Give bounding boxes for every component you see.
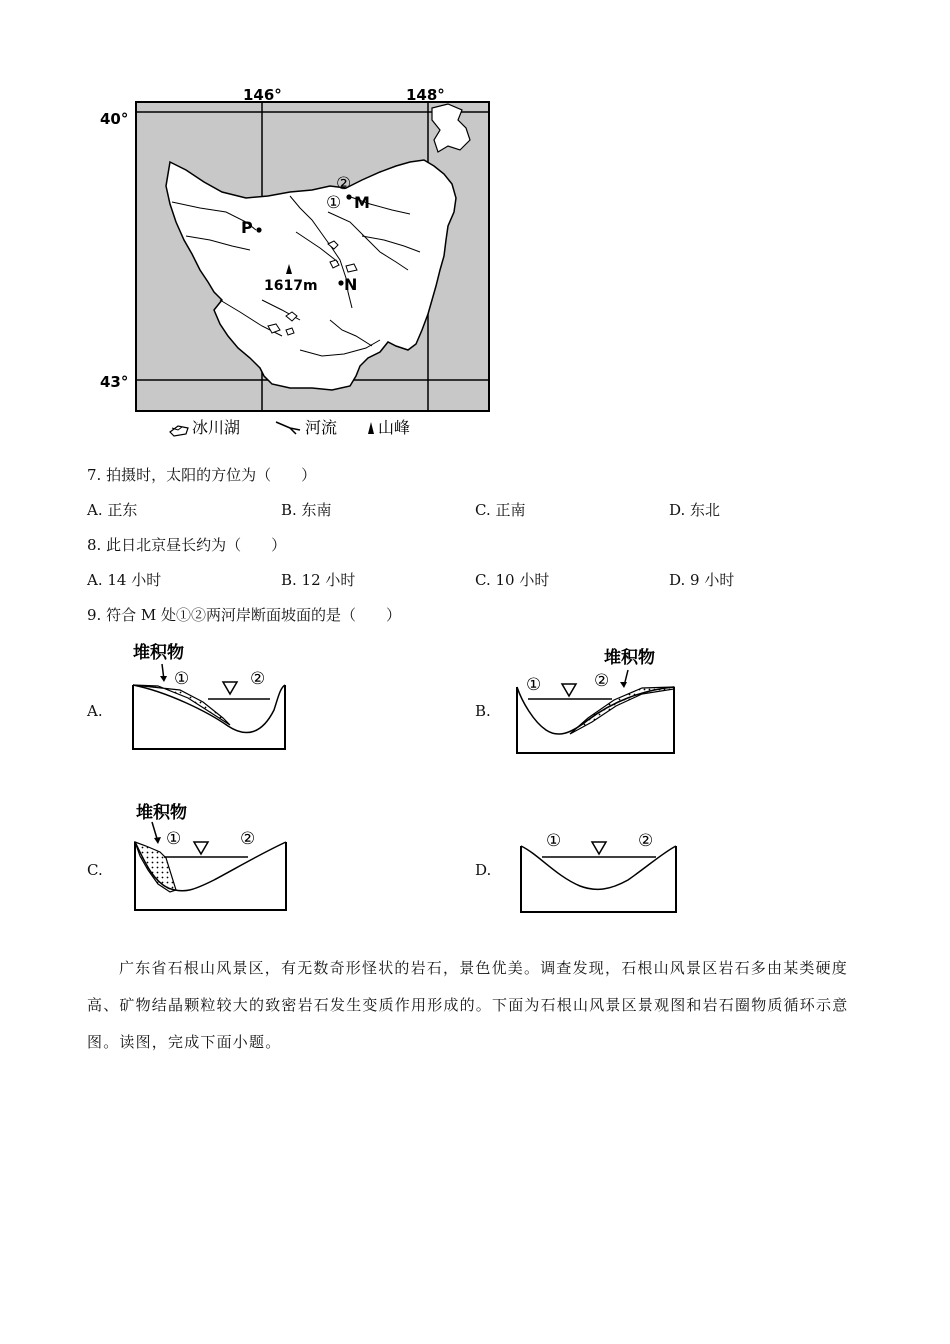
peak-elevation-label: 1617m bbox=[264, 278, 318, 294]
lon-label-148: 148° bbox=[406, 86, 445, 104]
tasmania-map bbox=[0, 0, 950, 450]
diagram-b-deposit-label: 堆积物 bbox=[604, 648, 655, 668]
diagram-c-deposit-label: 堆积物 bbox=[136, 803, 187, 823]
diagram-a bbox=[128, 640, 288, 755]
diagram-b-bank-2: ② bbox=[594, 671, 610, 691]
bank-2-label: ② bbox=[336, 174, 352, 194]
point-m-label: M bbox=[354, 193, 370, 212]
diagram-c-bank-2: ② bbox=[240, 829, 256, 849]
question-9-stem: 9. 符合 M 处①②两河岸断面坡面的是（ ） bbox=[87, 606, 401, 624]
legend-peak-icon bbox=[368, 422, 374, 434]
point-m-dot bbox=[346, 194, 351, 199]
q9-option-a[interactable]: A. bbox=[87, 702, 103, 720]
diagram-a-bank-1: ① bbox=[174, 669, 190, 689]
lat-label-43: 43° bbox=[100, 373, 129, 391]
diagram-d bbox=[516, 800, 682, 918]
diagram-a-deposit-label: 堆积物 bbox=[133, 643, 184, 663]
question-8-stem: 8. 此日北京昼长约为（ ） bbox=[87, 536, 287, 554]
legend-lake-icon bbox=[170, 426, 188, 436]
q8-option-a[interactable]: A. 14 小时 bbox=[87, 571, 162, 589]
diagram-c bbox=[130, 800, 292, 915]
diagram-a-bank-2: ② bbox=[250, 669, 266, 689]
diagram-c-bank-1: ① bbox=[166, 829, 182, 849]
q7-option-a[interactable]: A. 正东 bbox=[87, 501, 138, 519]
q8-option-b[interactable]: B. 12 小时 bbox=[281, 571, 356, 589]
map-legend bbox=[170, 418, 410, 437]
diagram-d-bank-2: ② bbox=[638, 831, 654, 851]
point-n-dot bbox=[338, 280, 343, 285]
point-n-label: N bbox=[344, 275, 358, 294]
lat-label-40: 40° bbox=[100, 110, 129, 128]
q8-option-c[interactable]: C. 10 小时 bbox=[475, 571, 550, 589]
lon-label-146: 146° bbox=[243, 86, 282, 104]
q8-option-d[interactable]: D. 9 小时 bbox=[669, 571, 735, 589]
legend-peak-label: 山峰 bbox=[378, 418, 411, 437]
question-7-stem: 7. 拍摄时，太阳的方位为（ ） bbox=[87, 466, 317, 484]
bank-1-label: ① bbox=[326, 193, 342, 213]
q9-option-d[interactable]: D. bbox=[475, 861, 492, 879]
q7-option-d[interactable]: D. 东北 bbox=[669, 501, 721, 519]
passage-paragraph: 广东省石根山风景区，有无数奇形怪状的岩石，景色优美。调查发现，石根山风景区岩石多由某类硬度高、矿物结晶颗粒较大的致密岩石发生变质作用形成的。下面为石根山风景区景观图和岩石圈物质循环示意图。读图，完成下面小题。 bbox=[87, 959, 849, 1051]
q9-option-b[interactable]: B. bbox=[475, 702, 491, 720]
q7-option-c[interactable]: C. 正南 bbox=[475, 501, 526, 519]
legend-river-label: 河流 bbox=[305, 418, 338, 437]
legend-river-icon bbox=[276, 422, 300, 434]
point-p-dot bbox=[256, 227, 261, 232]
q9-option-c[interactable]: C. bbox=[87, 861, 103, 879]
diagram-b bbox=[512, 642, 680, 757]
diagram-d-bank-1: ① bbox=[546, 831, 562, 851]
point-p-label: P bbox=[241, 218, 253, 237]
legend-lake-label: 冰川湖 bbox=[192, 418, 241, 437]
q7-option-b[interactable]: B. 东南 bbox=[281, 501, 332, 519]
diagram-b-bank-1: ① bbox=[526, 675, 542, 695]
